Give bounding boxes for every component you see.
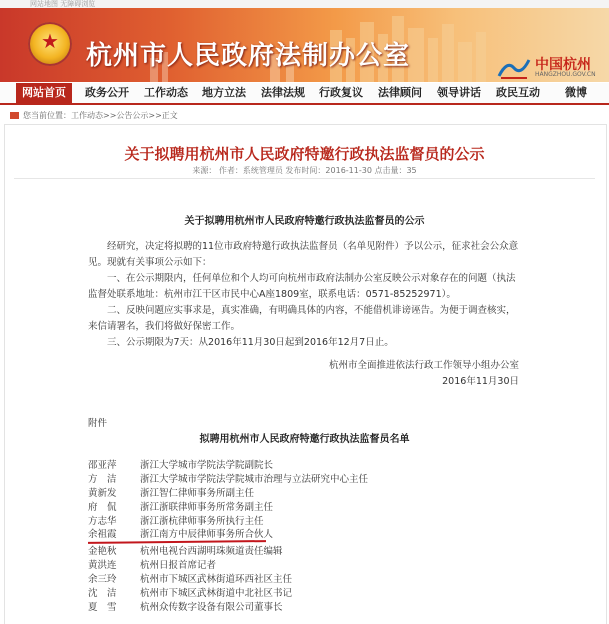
attachment-label: 附件 [88, 418, 108, 429]
signature-org: 杭州市全面推进依法行政工作领导小组办公室 [328, 360, 519, 371]
home-icon [10, 112, 19, 119]
paragraph-item-2: 二、反映问题应实事求是，真实准确，有明确具体的内容，不能借机诽谤诬告。为便于调查核实，来信请署名，我们将做好保密工作。 [88, 305, 516, 332]
logo-url: HANGZHOU.GOV.CN [535, 71, 596, 78]
nav-item-weibo[interactable]: 微博 [565, 86, 587, 99]
member-name: 余祖霞 [88, 529, 117, 540]
site-banner [0, 8, 609, 82]
member-name: 府 侃 [88, 502, 117, 513]
main-nav [0, 83, 609, 105]
member-name: 黄洪连 [88, 560, 117, 571]
list-item [88, 487, 254, 501]
member-name: 邵亚萍 [88, 460, 117, 471]
member-title: 浙江智仁律师事务所副主任 [140, 488, 255, 499]
nav-item-laws[interactable]: 法律法规 [261, 86, 305, 99]
hangzhou-logo-icon [497, 54, 531, 80]
member-title: 杭州电视台西湖明珠频道责任编辑 [140, 546, 283, 557]
list-item [88, 573, 292, 587]
list-item [88, 515, 264, 529]
list-item [88, 587, 292, 601]
member-title: 浙江南方中辰律师事务所合伙人 [140, 529, 274, 540]
signature-date: 2016年11月30日 [442, 376, 519, 387]
nav-item-gov-affairs[interactable]: 政务公开 [85, 86, 129, 99]
paragraph-intro: 经研究，决定将拟聘的11位市政府特邀行政执法监督员（名单见附件）予以公示，征求社会公众意见。现就有关事项公示如下： [88, 241, 519, 268]
list-item [88, 473, 368, 487]
member-title: 浙江浙联律师事务所常务副主任 [140, 502, 274, 513]
member-title: 浙江浙杭律师事务所执行主任 [140, 516, 264, 527]
nav-item-legal-advisor[interactable]: 法律顾问 [378, 86, 422, 99]
member-title: 浙江大学城市学院法学院城市治理与立法研究中心主任 [140, 474, 369, 485]
list-item [88, 559, 216, 573]
member-name: 方志华 [88, 516, 117, 527]
breadcrumb-text[interactable]: 您当前位置：工作动态>>公告公示>>正文 [23, 111, 178, 120]
member-title: 浙江大学城市学院法学院副院长 [140, 460, 274, 471]
member-title: 杭州日报首席记者 [140, 560, 217, 571]
nav-item-work-news[interactable]: 工作动态 [144, 86, 188, 99]
member-list-title: 拟聘用杭州市人民政府特邀行政执法监督员名单 [199, 434, 410, 445]
member-name: 沈 洁 [88, 588, 117, 599]
nav-item-interaction[interactable]: 政民互动 [496, 86, 540, 99]
member-name: 黄新发 [88, 488, 117, 499]
nav-item-local-legislation[interactable]: 地方立法 [202, 86, 246, 99]
logo-name: 中国杭州 [535, 57, 591, 73]
breadcrumb [10, 110, 178, 121]
title-divider [14, 178, 595, 179]
member-name: 方 洁 [88, 474, 117, 485]
site-title: 杭州市人民政府法制办公室 [86, 41, 411, 71]
list-item [88, 601, 283, 615]
list-item [88, 545, 283, 559]
nav-item-speeches[interactable]: 领导讲话 [437, 86, 481, 99]
nav-item-review[interactable]: 行政复议 [319, 86, 363, 99]
article-meta: 来源： 作者：系统管理员 发布时间：2016-11-30 点击量：35 [192, 166, 417, 175]
top-utility-links[interactable]: 网站地图 无障碍浏览 [30, 0, 96, 8]
member-name: 余三玲 [88, 574, 117, 585]
member-title: 杭州市下城区武林街道中北社区书记 [140, 588, 293, 599]
member-title: 杭州众传数字设备有限公司董事长 [140, 602, 283, 613]
hangzhou-gov-logo[interactable] [497, 52, 601, 82]
nav-item-home[interactable]: 网站首页 [16, 83, 72, 103]
paragraph-item-1: 一、在公示期限内，任何单位和个人均可向杭州市政府法制办公室反映公示对象存在的问题（执法监督处联系地址：杭州市江干区市民中心A座1809室，联系电话：0571-85252971）。 [88, 273, 516, 300]
list-item [88, 501, 273, 515]
article-heading: 关于拟聘用杭州市人民政府特邀行政执法监督员的公示 [184, 216, 425, 227]
member-name: 金艳秋 [88, 546, 117, 557]
national-emblem-icon: ★ [28, 22, 72, 66]
member-name: 夏 雪 [88, 602, 117, 613]
list-item [88, 459, 273, 473]
member-title: 杭州市下城区武林街道环西社区主任 [140, 574, 293, 585]
paragraph-item-3: 三、公示期限为7天：从2016年11月30日起到2016年12月7日止。 [107, 337, 394, 348]
article-title: 关于拟聘用杭州市人民政府特邀行政执法监督员的公示 [124, 145, 485, 163]
